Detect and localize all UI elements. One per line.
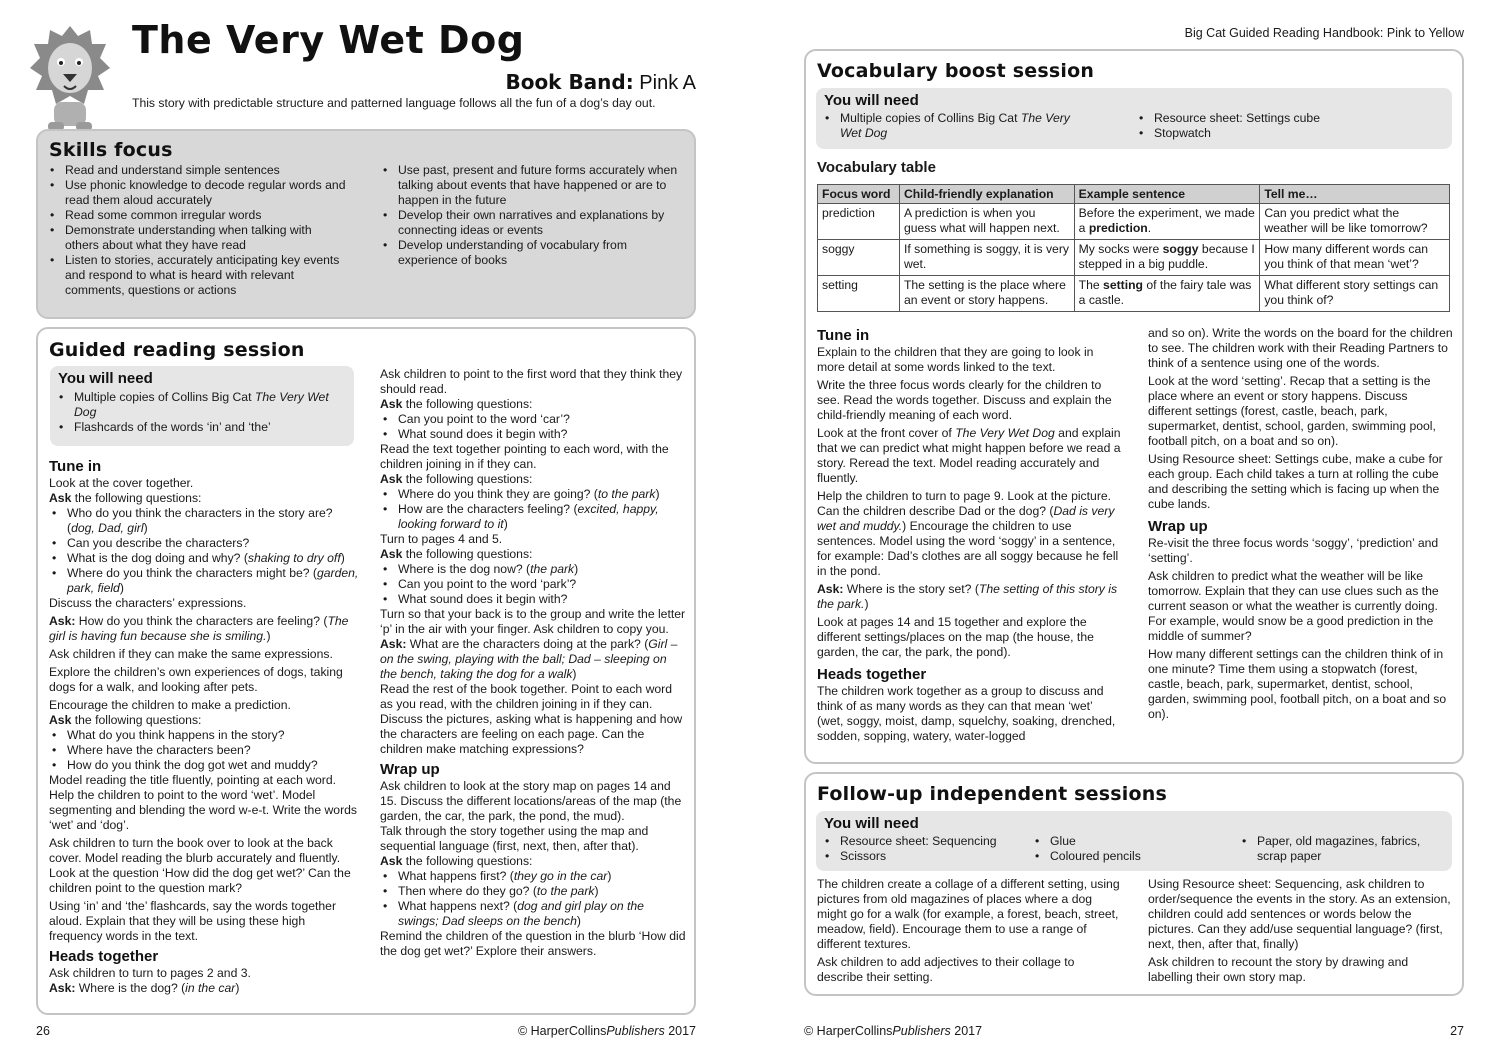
skill-item: • Read some common irregular words [47,208,347,223]
need-item: • Multiple copies of Collins Big Cat The Very Wet Dog [822,111,1092,141]
table-cell: The setting of the fairy tale was a castle. [1074,276,1260,312]
text-paragraph: Talk through the story together using the map and sequential language (first, next, then, after that). [380,824,649,853]
need-item: • Flashcards of the words ‘in’ and ‘the’ [56,420,346,435]
guided-reading-title: Guided reading session [49,339,305,361]
question-item: • What do you think happens in the story? [49,728,359,743]
question-item: • How do you think the dog got wet and muddy? [49,758,359,773]
text-paragraph: The children create a collage of a different setting, using pictures from old magazines of places where a dog might go for a walk (for example, a forest, beach, street, meadow, field). Encourage them to use a range of different textures. [817,877,1120,951]
question-list [49,506,359,596]
column-header: Focus word [818,185,900,204]
text-paragraph: Explain to the children that they are going to look in more detail at some words linked to the text. [817,345,1094,374]
text-paragraph: Re-visit the three focus words ‘soggy’, ‘prediction’ and ‘setting’. [1148,536,1439,565]
running-header: Big Cat Guided Reading Handbook: Pink to Yellow [1184,26,1464,40]
skill-item: • Develop understanding of vocabulary from experience of books [380,238,680,268]
table-cell: How many different words can you think of that mean ‘wet’? [1260,240,1450,276]
book-band [505,70,696,95]
question-item: • What happens first? (they go in the car) [380,869,686,884]
table-cell: The setting is the place where an event or story happens. [899,276,1074,312]
followup-title: Follow-up independent sessions [817,783,1167,805]
question-item: • Then where do they go? (to the park) [380,884,686,899]
text-paragraph: Read the text together pointing to each word, with the children joining in if they can. [380,442,669,471]
heads-together-heading: Heads together [817,666,927,683]
vocabulary-panel [804,49,1464,764]
text-paragraph: Ask the following questions: [380,547,533,561]
page-number-right: 27 [1450,1024,1464,1038]
question-list [380,869,686,929]
text-paragraph: Ask children to recount the story by drawing and labelling their own story map. [1148,955,1409,984]
need-title: You will need [58,370,153,387]
vocab-table-title: Vocabulary table [817,159,936,176]
text-paragraph: Ask children to turn to pages 2 and 3. [49,966,251,980]
text-paragraph: Look at the cover together. [49,476,194,490]
column-header: Tell me… [1260,185,1450,204]
text-paragraph: Discuss the characters’ expressions. [49,596,247,610]
text-paragraph: Turn so that your back is to the group and write the letter ‘p’ in the air with your finger. Ask children to copy you. [380,607,686,636]
question-item: • Where do you think the characters might be? (garden, park, field) [49,566,359,596]
table-row [818,204,1450,240]
vocabulary-title: Vocabulary boost session [817,60,1095,82]
question-item: • Who do you think the characters in the story are? (dog, Dad, girl) [49,506,359,536]
column-header: Example sentence [1074,185,1260,204]
text-paragraph: Encourage the children to make a prediction. [49,698,291,712]
question-item: • What happens next? (dog and girl play on the swings; Dad sleeps on the bench) [380,899,686,929]
tune-in-heading: Tune in [817,327,870,344]
text-paragraph: Ask: Where is the dog? (in the car) [49,981,240,995]
text-paragraph: Ask children to turn the book over to look at the back cover. Model reading the blurb accurately and fluently. Look at the question ‘How did the dog get wet?’ Can the children point to the question mark? [49,836,351,895]
guided-reading-panel [36,327,696,1015]
text-paragraph: Using Resource sheet: Settings cube, make a cube for each group. Each child takes a turn at rolling the cube and describing the setting which is facing up when the cube lands. [1148,452,1443,511]
question-item: • Where do you think they are going? (to the park) [380,487,686,502]
lion-mascot-icon [28,22,112,134]
need-item: • Coloured pencils [1032,849,1222,864]
question-item: • How are the characters feeling? (excited, happy, looking forward to it) [380,502,686,532]
question-item: • Can you describe the characters? [49,536,359,551]
copyright-left: © HarperCollinsPublishers 2017 [517,1024,696,1038]
text-paragraph: Ask the following questions: [49,713,202,727]
wrap-up-heading: Wrap up [1148,518,1208,535]
text-paragraph: Look at the word ‘setting’. Recap that a setting is the place where an event or story happens. Discuss different settings (forest, castle, beach, park, supermarket, dentist, school, garden, swimming pool, football pitch, on a boat and so on). [1148,374,1436,448]
column-header: Child-friendly explanation [899,185,1074,204]
text-paragraph: Look at pages 14 and 15 together and explore the different settings/places on the map (the house, the garden, the car, the park, the pond). [817,615,1094,659]
skills-list-2 [380,163,680,268]
table-cell: If something is soggy, it is very wet. [899,240,1074,276]
text-paragraph: Using Resource sheet: Sequencing, ask children to order/sequence the events in the story. As an extension, children could add sentences or words below the pictures. Can they add/use sequential language? (first, next, then, after that, finally) [1148,877,1451,951]
table-cell: setting [818,276,900,312]
need-item: • Resource sheet: Sequencing [822,834,1022,849]
table-row [818,276,1450,312]
skill-item: • Listen to stories, accurately anticipating key events and respond to what is heard with relevant comments, questions or actions [47,253,347,298]
text-paragraph: Ask the following questions: [49,491,202,505]
table-cell: prediction [818,204,900,240]
text-paragraph: Model reading the title fluently, pointing at each word. Help the children to point to the word ‘wet’. Model segmenting and blending the word w-e-t. Write the words ‘wet’ and ‘dog’. [49,773,358,832]
text-paragraph: Look at the front cover of The Very Wet Dog and explain that we can predict what might happen before we read a story. Reread the text. Model reading accurately and fluently. [817,426,1121,485]
skills-focus-title: Skills focus [49,139,173,161]
text-paragraph: Ask: Where is the story set? (The setting of this story is the park.) [817,582,1118,611]
text-paragraph: Explore the children’s own experiences of dogs, taking dogs for a walk, and looking after pets. [49,665,343,694]
table-cell: A prediction is when you guess what will happen next. [899,204,1074,240]
followup-col-2 [1148,877,1454,985]
text-paragraph: The children work together as a group to discuss and think of as many words as they can that mean ‘wet’ (wet, soggy, moist, damp, squelchy, soaking, drenched, sodden, sopping, watery, water-logged [817,684,1116,743]
need-list [1239,834,1439,864]
question-list [49,728,359,773]
skill-item: • Demonstrate understanding when talking with others about what they have read [47,223,347,253]
need-item: • Stopwatch [1136,126,1436,141]
text-paragraph: Ask the following questions: [380,854,533,868]
book-intro: This story with predictable structure and patterned language follows all the fun of a dog’s day out. [132,96,656,110]
followup-panel [804,772,1464,996]
need-title: You will need [824,815,919,832]
skill-item: • Use phonic knowledge to decode regular words and read them aloud accurately [47,178,347,208]
text-paragraph: Help the children to turn to page 9. Look at the picture. Can the children describe Dad or the dog? (Dad is very wet and muddy.) Encourage the children to use sentences. Model using the word ‘soggy’ in a sentence, for example: Dad’s clothes are all soggy because he fell in the pond. [817,489,1119,578]
question-list [380,487,686,532]
guided-col-2 [380,367,686,959]
text-paragraph: Ask children to look at the story map on pages 14 and 15. Discuss the different locations/areas of the map (the garden, the car, the park, the pond, the mud). [380,779,682,823]
text-paragraph: Ask children to predict what the weather will be like tomorrow. Explain that they can use clues such as the current season or what the weather is currently doing. For example, would snow be a good prediction in the middle of summer? [1148,569,1439,643]
text-paragraph: Ask children to point to the first word that they think they should read. [380,367,683,396]
followup-need-box [816,811,1452,871]
table-cell: soggy [818,240,900,276]
text-paragraph: Write the three focus words clearly for the children to see. Read the words together. Discuss and explain the child-friendly meaning of each word. [817,378,1112,422]
need-list [1136,111,1436,141]
wrap-up-heading: Wrap up [380,761,440,778]
question-item: • What is the dog doing and why? (shaking to dry off) [49,551,359,566]
guided-col-1 [49,454,359,996]
question-list [380,412,686,442]
table-cell: Before the experiment, we made a prediction. [1074,204,1260,240]
need-title: You will need [824,92,919,109]
skill-item: • Develop their own narratives and explanations by connecting ideas or events [380,208,680,238]
need-item: • Glue [1032,834,1222,849]
heads-together-heading: Heads together [49,948,159,965]
question-item: • Can you point to the word ‘car’? [380,412,686,427]
table-header-row [818,185,1450,204]
text-paragraph: Ask the following questions: [380,472,533,486]
need-list [1032,834,1222,864]
page-number-left: 26 [36,1024,50,1038]
text-paragraph: Read the rest of the book together. Point to each word as you read, with the children joining in if they can. Discuss the pictures, asking what is happening and how the characters are feeling on each page. Can the children make matching expressions? [380,682,683,756]
vocab-need-box [816,88,1452,149]
guided-need-box [50,366,354,446]
copyright-right: © HarperCollinsPublishers 2017 [804,1024,983,1038]
need-item: • Scissors [822,849,1022,864]
skills-list-1 [47,163,347,298]
question-item: • Can you point to the word ‘park’? [380,577,686,592]
need-list [56,390,346,435]
text-paragraph: How many different settings can the children think of in one minute? Time them using a stopwatch (forest, castle, beach, park, supermarket, dentist, school, garden, swimming pool, football pitch, on a boat and so on). [1148,647,1447,721]
need-list [822,111,1092,141]
text-paragraph: Ask children if they can make the same expressions. [49,647,333,661]
question-list [380,562,686,607]
need-item: • Paper, old magazines, fabrics, scrap paper [1239,834,1439,864]
question-item: • Where is the dog now? (the park) [380,562,686,577]
text-paragraph: Turn to pages 4 and 5. [380,532,503,546]
table-cell: What different story settings can you think of? [1260,276,1450,312]
need-item: • Multiple copies of Collins Big Cat The Very Wet Dog [56,390,346,420]
text-paragraph: Using ‘in’ and ‘the’ flashcards, say the words together aloud. Explain that they will be using these high frequency words in the text. [49,899,337,943]
book-band-label: Book Band: [505,70,634,94]
text-paragraph: and so on). Write the words on the board for the children to see. The children work with their Reading Partners to think of a sentence using one of the words. [1148,326,1453,370]
table-row [818,240,1450,276]
need-item: • Resource sheet: Settings cube [1136,111,1436,126]
question-item: • Where have the characters been? [49,743,359,758]
book-band-value: Pink A [639,72,696,94]
page-title: The Very Wet Dog [132,18,525,62]
vocab-col-2 [1148,326,1454,722]
text-paragraph: Remind the children of the question in the blurb ‘How did the dog get wet?’ Explore their answers. [380,929,686,958]
followup-col-1 [817,877,1122,985]
table-cell: Can you predict what the weather will be like tomorrow? [1260,204,1450,240]
text-paragraph: Ask: What are the characters doing at the park? (Girl – on the swing, playing with the ball; Dad – sleeping on the bench, taking the dog for a walk) [380,637,678,681]
vocab-col-1 [817,323,1122,744]
right-page [750,0,1500,1061]
tune-in-heading: Tune in [49,458,102,475]
vocabulary-table [817,184,1450,312]
skill-item: • Read and understand simple sentences [47,163,347,178]
need-list [822,834,1022,864]
skills-focus-panel [36,129,696,319]
table-cell: My socks were soggy because I stepped in a big puddle. [1074,240,1260,276]
text-paragraph: Ask the following questions: [380,397,533,411]
question-item: • What sound does it begin with? [380,592,686,607]
text-paragraph: Ask: How do you think the characters are feeling? (The girl is having fun because she is smiling.) [49,614,349,643]
text-paragraph: Ask children to add adjectives to their collage to describe their setting. [817,955,1075,984]
question-item: • What sound does it begin with? [380,427,686,442]
skill-item: • Use past, present and future forms accurately when talking about events that have happened or are to happen in the future [380,163,680,208]
